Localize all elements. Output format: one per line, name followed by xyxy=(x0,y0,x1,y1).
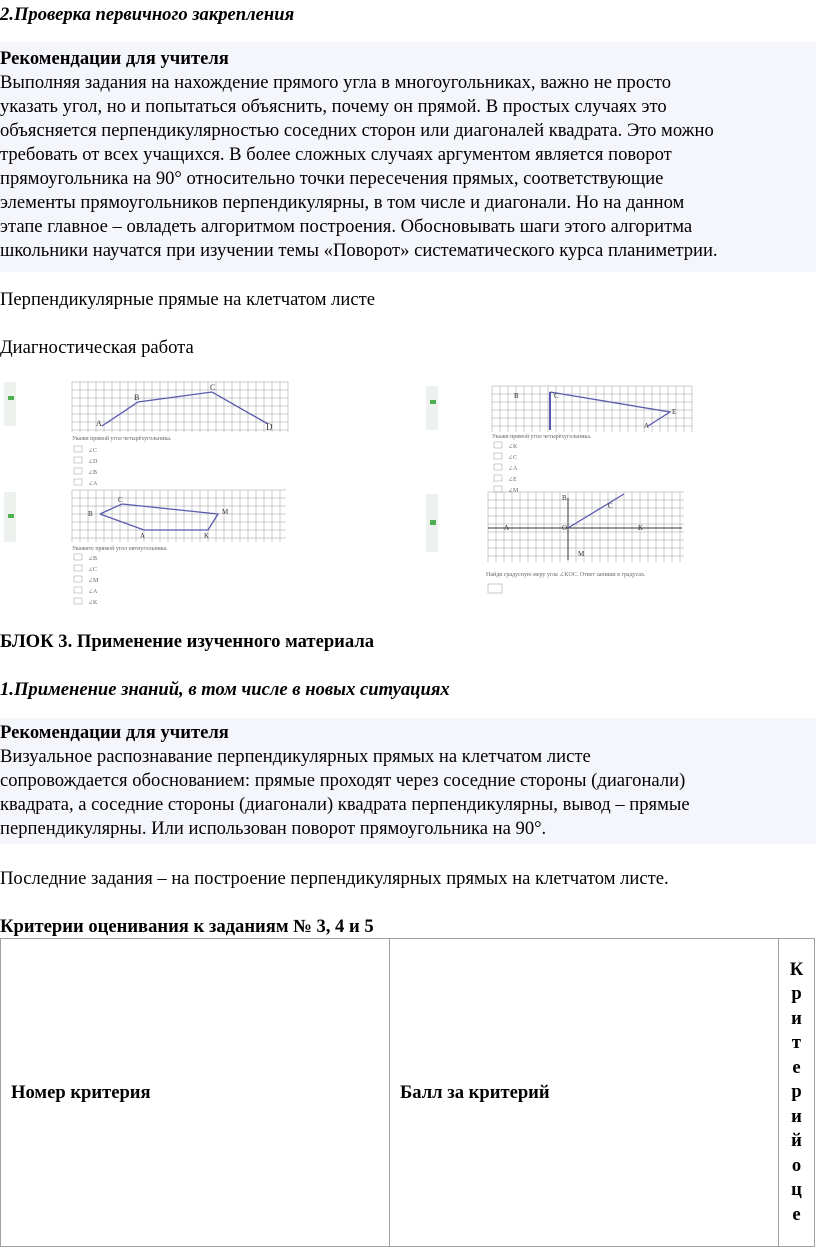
teacher-recommendation-block xyxy=(0,42,816,272)
point-label: A xyxy=(644,422,650,430)
option-checkbox[interactable] xyxy=(74,554,82,560)
progress-marker-icon xyxy=(8,396,14,400)
point-label: B xyxy=(514,392,519,400)
vertical-letter: и xyxy=(791,1105,802,1127)
option-label: ∠C xyxy=(508,455,518,461)
option-checkbox[interactable] xyxy=(74,457,82,463)
point-label: C xyxy=(554,392,559,400)
point-label: K xyxy=(638,524,644,532)
option-label: ∠M xyxy=(508,488,519,494)
option-checkbox[interactable] xyxy=(74,479,82,485)
progress-marker-icon xyxy=(430,520,436,525)
option-checkbox[interactable] xyxy=(494,442,502,448)
vertical-letter: й xyxy=(791,1130,802,1152)
criteria-col-number: Номер критерия xyxy=(1,939,390,1247)
topic-line: Перпендикулярные прямые на клетчатом листе xyxy=(0,289,375,310)
option-label: ∠C xyxy=(88,448,98,454)
last-tasks-line: Последние задания – на построение перпендикулярных прямых на клетчатом листе. xyxy=(0,868,669,889)
vertical-letter: и xyxy=(791,1007,802,1029)
text-line: объясняется перпендикулярностью соседних сторон или диагоналей квадрата. Это можно xyxy=(0,120,714,141)
point-label: B xyxy=(88,510,93,518)
point-label: A xyxy=(504,524,510,532)
option-checkbox[interactable] xyxy=(74,598,82,604)
option-label: ∠E xyxy=(508,477,517,483)
text-line: школьники научатся при изучении темы «Поворот» систематического курса планиметрии. xyxy=(0,240,718,261)
task-thumbnail-4 xyxy=(420,486,720,596)
option-checkbox[interactable] xyxy=(74,587,82,593)
option-label: ∠C xyxy=(88,567,98,573)
task-thumbnail-2 xyxy=(420,382,720,494)
point-label: B xyxy=(562,494,567,502)
option-checkbox[interactable] xyxy=(494,453,502,459)
option-label: ∠B xyxy=(88,556,98,562)
progress-marker-icon xyxy=(430,400,436,404)
point-label: C xyxy=(118,496,123,504)
vertical-letter: е xyxy=(792,1056,801,1078)
text-line: прямоугольника на 90° относительно точки пересечения прямых, соответствующие xyxy=(0,168,664,189)
criteria-title: Критерии оценивания к заданиям № 3, 4 и 5 xyxy=(0,916,374,937)
option-checkbox[interactable] xyxy=(494,464,502,470)
task-prompt: Укажи прямой угол четырёхугольника. xyxy=(492,434,592,440)
criteria-col-vertical xyxy=(779,939,815,1247)
criteria-col-score: Балл за критерий xyxy=(390,939,779,1247)
point-label: E xyxy=(672,408,677,416)
text-line: требовать от всех учащихся. В более сложных случаях аргументом является поворот xyxy=(0,144,672,165)
vertical-letter: р xyxy=(791,983,802,1005)
task-prompt: Укажите прямой угол пятиугольника. xyxy=(72,546,168,552)
point-label: O xyxy=(562,524,568,532)
option-label: ∠A xyxy=(88,481,98,487)
option-label: ∠D xyxy=(88,459,98,465)
block3-subheading: 1.Применение знаний, в том числе в новых ситуациях xyxy=(0,679,450,700)
task-thumbnail-1 xyxy=(0,378,300,488)
task-thumbnail-3 xyxy=(0,486,300,606)
text-line: Визуальное распознавание перпендикулярных прямых на клетчатом листе xyxy=(0,746,591,767)
option-label: ∠M xyxy=(88,578,99,584)
option-label: ∠K xyxy=(508,444,518,450)
vertical-letter: о xyxy=(791,1154,802,1176)
option-checkbox[interactable] xyxy=(74,576,82,582)
vertical-letter: р xyxy=(791,1081,802,1103)
teacher-rec-label: Рекомендации для учителя xyxy=(0,722,229,743)
progress-marker-icon xyxy=(8,514,14,518)
task-prompt: Укажи прямой угол четырёхугольника. xyxy=(72,436,172,442)
criteria-table xyxy=(0,938,815,1247)
vertical-letter: е xyxy=(792,1203,801,1225)
recommendation-text xyxy=(0,71,816,263)
vertical-letter: т xyxy=(791,1032,802,1054)
point-label: K xyxy=(204,532,210,540)
section-heading: 2.Проверка первичного закрепления xyxy=(0,4,295,25)
text-line: квадрата, а соседние стороны (диагонали) квадрата перпендикулярны, вывод – прямые xyxy=(0,794,690,815)
point-label: M xyxy=(222,508,229,516)
vertical-letter: К xyxy=(789,958,804,980)
option-checkbox[interactable] xyxy=(74,565,82,571)
recommendation-text xyxy=(0,745,816,841)
option-label: ∠B xyxy=(88,470,98,476)
block3-heading: БЛОК 3. Применение изученного материала xyxy=(0,631,375,652)
point-label: D xyxy=(266,422,273,432)
option-checkbox[interactable] xyxy=(74,446,82,452)
option-label: ∠A xyxy=(508,466,518,472)
text-line: перпендикулярны. Или использован поворот прямоугольника на 90°. xyxy=(0,818,547,839)
point-label: M xyxy=(578,550,585,558)
point-label: C xyxy=(608,502,613,510)
option-label: ∠A xyxy=(88,589,98,595)
point-label: B xyxy=(134,393,140,402)
task-prompt: Найди градусную меру угла ∠KOC. Ответ запиши в градусах. xyxy=(486,572,646,578)
point-label: C xyxy=(210,383,216,392)
point-label: A xyxy=(140,532,146,540)
text-line: Выполняя задания на нахождение прямого угла в многоугольниках, важно не просто xyxy=(0,72,672,93)
text-line: элементы прямоугольников перпендикулярны, в том числе и диагонали. Но на данном xyxy=(0,192,685,213)
option-checkbox[interactable] xyxy=(74,468,82,474)
text-line: указать угол, но и попытаться объяснить, почему он прямой. В простых случаях это xyxy=(0,96,667,117)
text-line: сопровождается обоснованием: прямые проходят через соседние стороны (диагонали) xyxy=(0,770,686,791)
option-checkbox[interactable] xyxy=(494,475,502,481)
teacher-recommendation-block-2 xyxy=(0,718,816,844)
vertical-letter: ц xyxy=(791,1179,802,1201)
teacher-rec-label: Рекомендации для учителя xyxy=(0,48,229,69)
answer-input xyxy=(488,584,502,593)
option-label: ∠K xyxy=(88,600,98,606)
diagnostic-line: Диагностическая работа xyxy=(0,337,194,358)
point-label: A xyxy=(96,419,102,428)
text-line: этапе главное – овладеть алгоритмом построения. Обосновывать шаги этого алгоритма xyxy=(0,216,693,237)
